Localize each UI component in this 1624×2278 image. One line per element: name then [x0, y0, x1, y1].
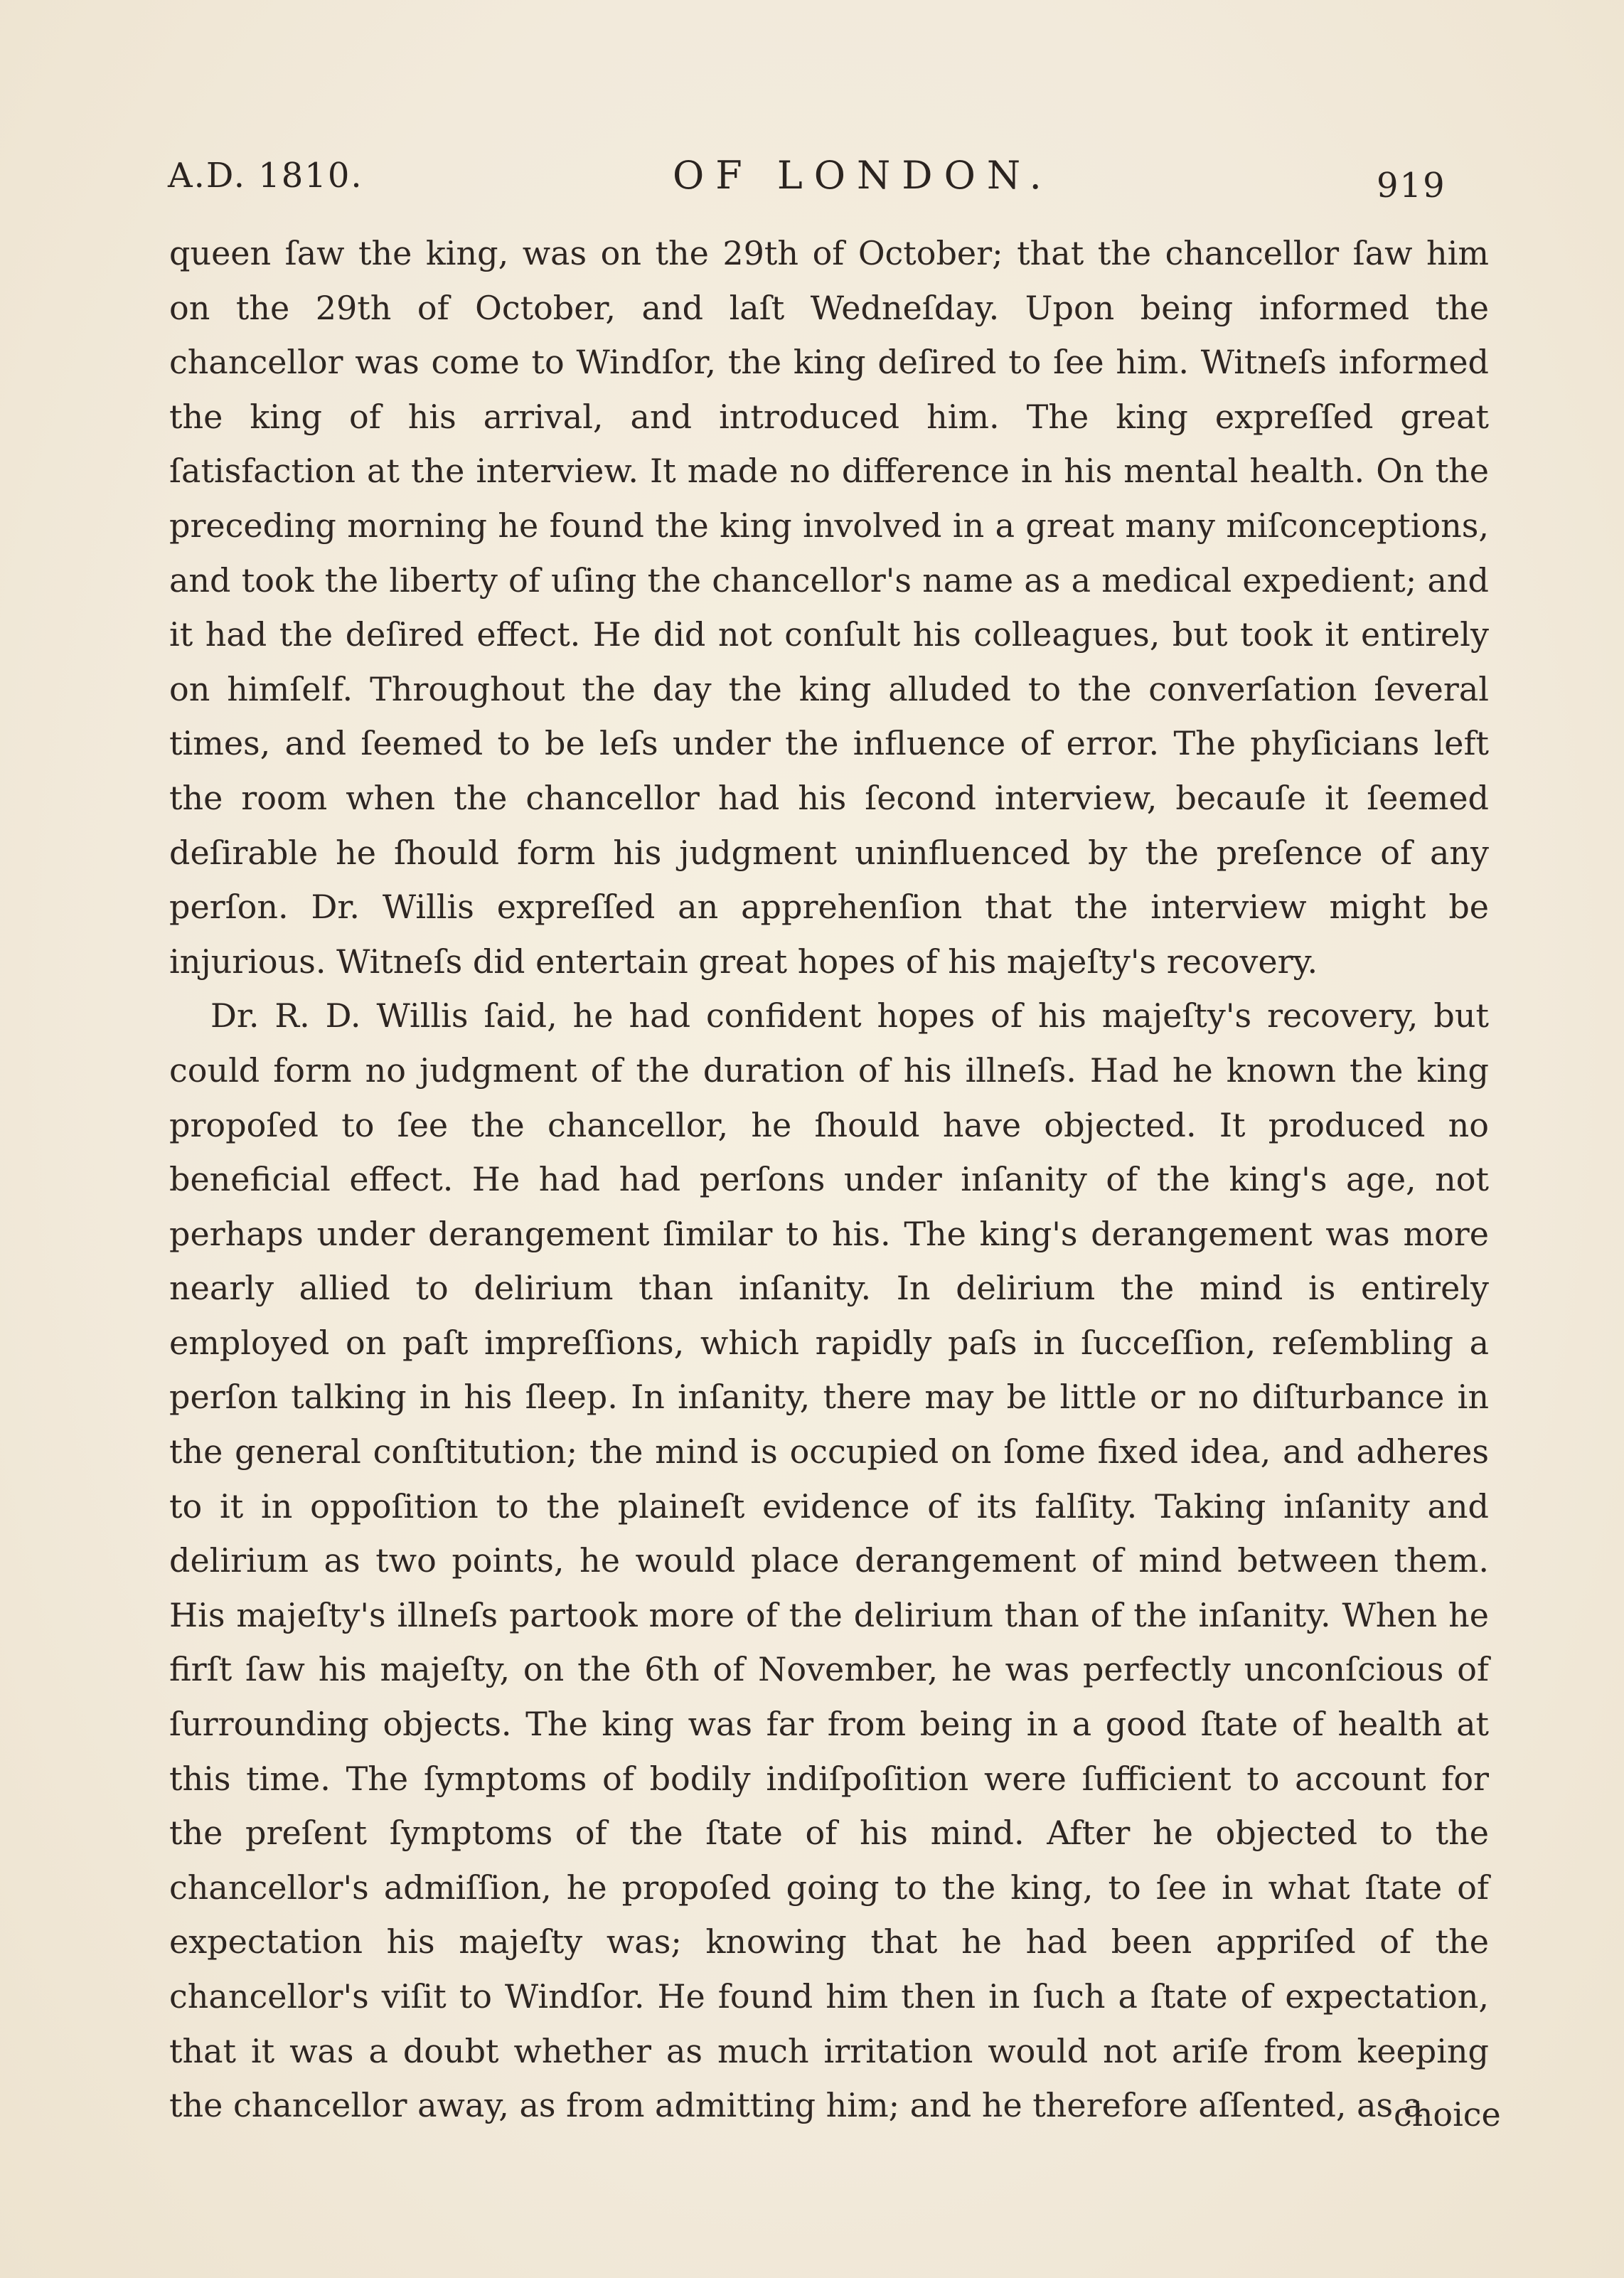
paragraph-1: queen ſaw the king, was on the 29th of October; that the chancellor ſaw him on the 29th of October, and laſt Wedneſday. Upon being informed the chancellor was come to Windſor, the king deſired to ſee him. Witneſs informed the king of his arrival, and introduced him. The king expreſſed great ſatisfaction at the interview. It made no difference in his mental health. On the preceding morning he found the king involved in a great many miſconceptions, and took the liberty of uſing the chancellor's name as a medical expedient; and it had the deſired effect. He did not conſult his colleagues, but took it entirely on himſelf. Throughout the day the king alluded to the converſation ſeveral times, and ſeemed to be leſs under the influence of error. The phyſicians left the room when the chancellor had his ſecond interview, becauſe it ſeemed deſirable he ſhould form his judgment uninfluenced by the preſence of any perſon. Dr. Willis expreſſed an apprehenſion that the interview might be injurious. Witneſs did entertain great hopes of his majeſty's recovery.: [169, 234, 1489, 981]
header-title: OF LONDON.: [673, 153, 1053, 198]
page-number: 919: [1377, 166, 1446, 206]
catchword: choice: [1394, 2095, 1501, 2134]
running-header: [0, 146, 1624, 210]
body-text: [169, 226, 1489, 2133]
paragraph-2: Dr. R. D. Willis ſaid, he had confident hopes of his majeſty's recovery, but could form no judgment of the duration of his illneſs. Had he known the king propoſed to ſee the chancellor, he ſhould have objected. It produced no beneficial effect. He had had perſons under inſanity of the king's age, not perhaps under derangement ſimilar to his. The king's derangement was more nearly allied to delirium than inſanity. In delirium the mind is entirely employed on paſt impreſſions, which rapidly paſs in ſucceſſion, reſembling a perſon talking in his ſleep. In inſanity, there may be little or no diſturbance in the general conſtitution; the mind is occupied on ſome fixed idea, and adheres to it in oppoſition to the plaineſt evidence of its falſity. Taking inſanity and delirium as two points, he would place derangement of mind between them. His majeſty's illneſs partook more of the delirium than of the inſanity. When he firſt ſaw his majeſty, on the 6th of November, he was perfectly unconſcious of ſurrounding objects. The king was far from being in a good ſtate of health at this time. The ſymptoms of bodily indiſpoſition were ſufficient to account for the preſent ſymptoms of the ſtate of his mind. After he objected to the chancellor's admiſſion, he propoſed going to the king, to ſee in what ſtate of expectation his majeſty was; knowing that he had been appriſed of the chancellor's viſit to Windſor. He found him then in ſuch a ſtate of expectation, that it was a doubt whether as much irritation would not ariſe from keeping the chancellor away, as from admitting him; and he therefore aſſented, as a: [169, 996, 1489, 2125]
header-date: A.D. 1810.: [168, 156, 363, 196]
